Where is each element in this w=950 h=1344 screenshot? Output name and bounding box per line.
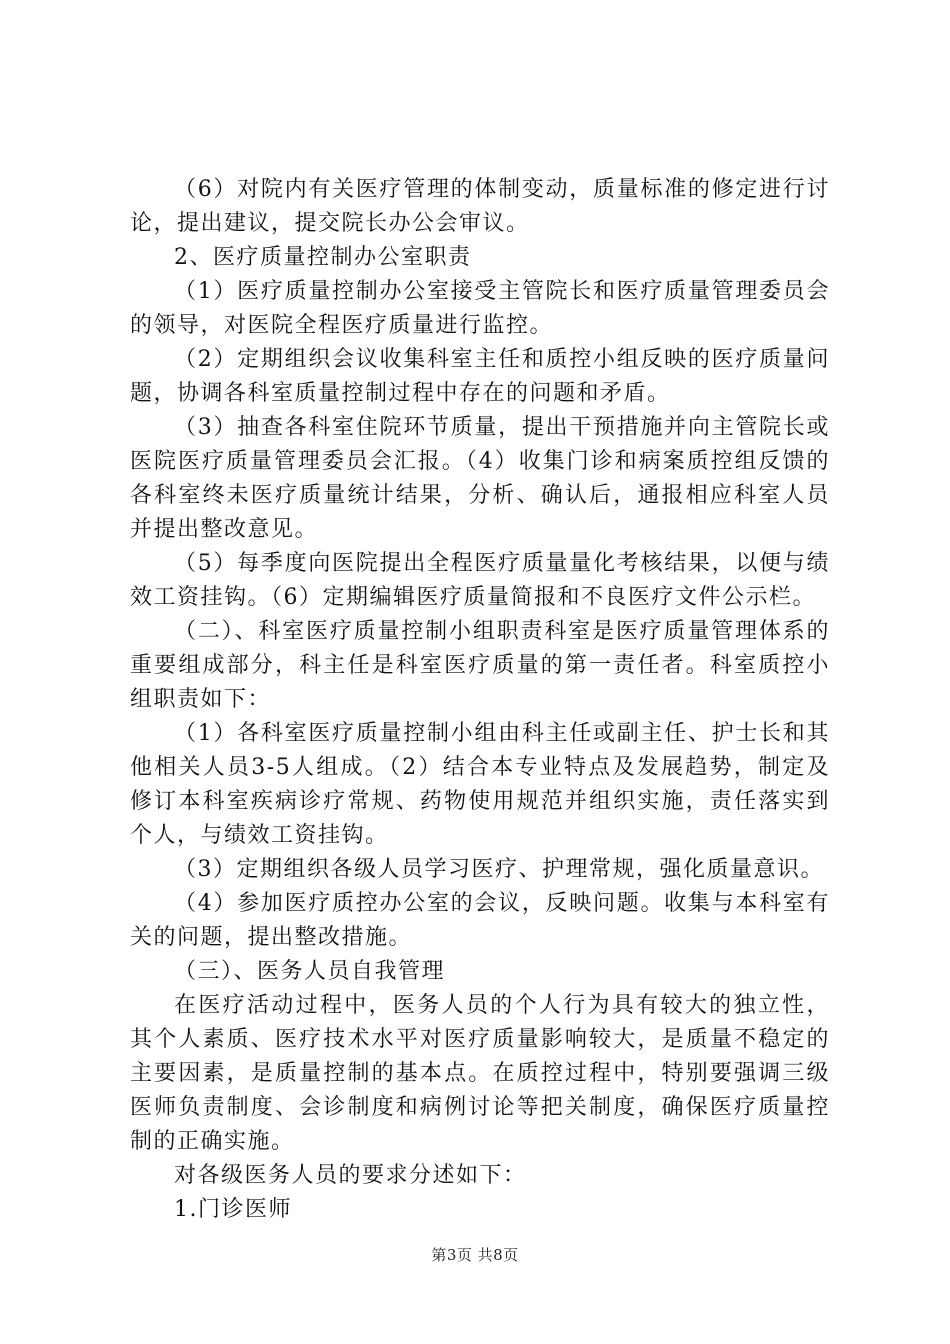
paragraph-qc-office-5-6: （5）每季度向医院提出全程医疗质量量化考核结果，以便与绩效工资挂钩。（6）定期编辑医疗质量简报和不良医疗文件公示栏。 [130,551,830,610]
page-number-footer: 第3页 共8页 [431,1246,519,1264]
section-heading-self-management: （三）、医务人员自我管理 [174,959,446,984]
paragraph-dept-qc-1-2: （1）各科室医疗质量控制小组由科主任或副主任、护士长和其他相关人员3-5人组成。（2）结合本专业特点及发展趋势，制定及修订本科室疾病诊疗常规、药物使用规范并组织实施，责任落实到个人，与绩效工资挂钩。 [130,721,830,848]
section-heading-qc-office: 2、医疗质量控制办公室职责 [174,245,472,270]
paragraph-dept-qc-3: （3）定期组织各级人员学习医疗、护理常规，强化质量意识。 [174,857,824,882]
paragraph-qc-office-3-4: （3）抽查各科室住院环节质量，提出干预措施并向主管院长或医院医疗质量管理委员会汇报。（4）收集门诊和病案质控组反馈的各科室终未医疗质量统计结果，分析、确认后，通报相应科室人员并提出整改意见。 [130,415,830,542]
paragraph-dept-qc-4: （4）参加医疗质控办公室的会议，反映问题。收集与本科室有关的问题，提出整改措施。 [130,891,830,950]
section-heading-dept-qc-group: （二）、科室医疗质量控制小组职责科室是医疗质量管理体系的重要组成部分，科主任是科室医疗质量的第一责任者。科室质控小组职责如下： [130,619,830,712]
paragraph-requirements-intro: 对各级医务人员的要求分述如下： [174,1163,527,1188]
subheading-outpatient-doctor: 1.门诊医师 [174,1197,292,1222]
paragraph-qc-office-1: （1）医疗质量控制办公室接受主管院长和医疗质量管理委员会的领导，对医院全程医疗质量进行监控。 [130,279,830,338]
paragraph-self-management: 在医疗活动过程中，医务人员的个人行为具有较大的独立性，其个人素质、医疗技术水平对医疗质量影响较大，是质量不稳定的主要因素，是质量控制的基本点。在质控过程中，特别要强调三级医师负责制度、会诊制度和病例讨论等把关制度，确保医疗质量控制的正确实施。 [130,993,830,1154]
document-body [130,173,830,1227]
paragraph-qc-office-2: （2）定期组织会议收集科室主任和质控小组反映的医疗质量问题，协调各科室质量控制过程中存在的问题和矛盾。 [130,347,830,406]
paragraph-item-6-review: （6）对院内有关医疗管理的体制变动，质量标准的修定进行讨论，提出建议，提交院长办公会审议。 [130,177,830,236]
